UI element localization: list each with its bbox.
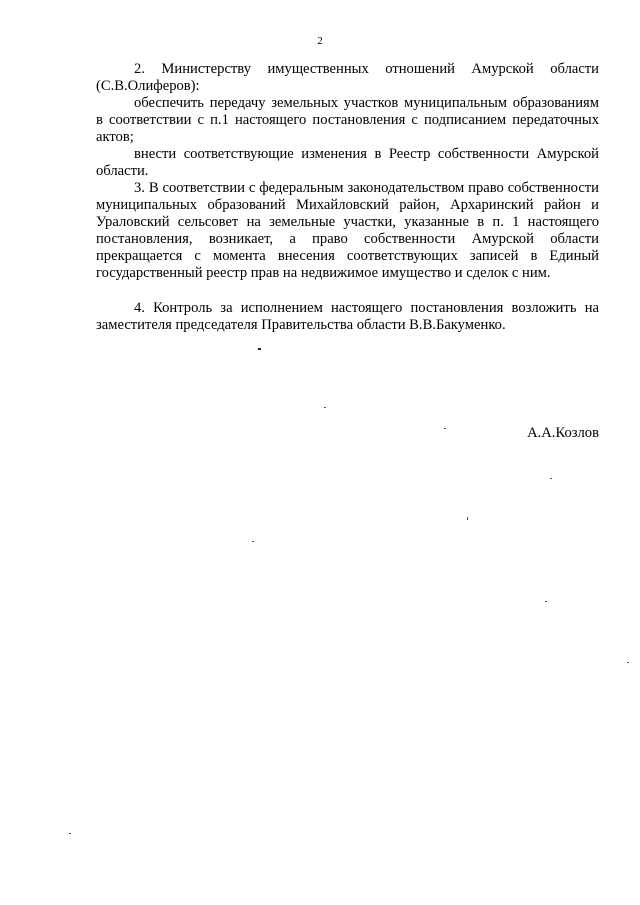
scan-speck xyxy=(550,478,552,479)
paragraph-item-2: 2. Министерству имущественных отношений Амурской области (С.В.Олиферов): xyxy=(96,61,599,95)
scan-speck xyxy=(545,601,547,602)
signature-name: А.А.Козлов xyxy=(527,425,599,441)
scan-speck xyxy=(467,517,468,520)
paragraph-ensure-transfer: обеспечить передачу земельных участков муниципальным образованиям в соответствии с п.1 настоящего постановления с подписанием передаточных актов; xyxy=(96,95,599,146)
scan-speck xyxy=(324,407,326,408)
page-number: 2 xyxy=(317,35,323,47)
scan-speck xyxy=(627,662,629,663)
scan-speck xyxy=(258,348,261,350)
scan-speck xyxy=(252,541,254,542)
scan-speck xyxy=(69,833,71,834)
paragraph-item-4: 4. Контроль за исполнением настоящего постановления возложить на заместителя председателя Правительства области В.В.Бакуменко. xyxy=(96,300,599,334)
scan-speck xyxy=(444,428,446,429)
paragraph-item-3: 3. В соответствии с федеральным законодательством право собственности муниципальных образований Михайловский район, Архаринский район и Ураловский сельсовет на земельные участки, указанные в п. 1 настоящего постановления, возникает, а право собственности Амурской области прекращается с момента внесения соответствующих записей в Единый государственный реестр прав на недвижимое имущество и сделок с ним. xyxy=(96,180,599,282)
paragraph-registry-changes: внести соответствующие изменения в Реестр собственности Амурской области. xyxy=(96,146,599,180)
